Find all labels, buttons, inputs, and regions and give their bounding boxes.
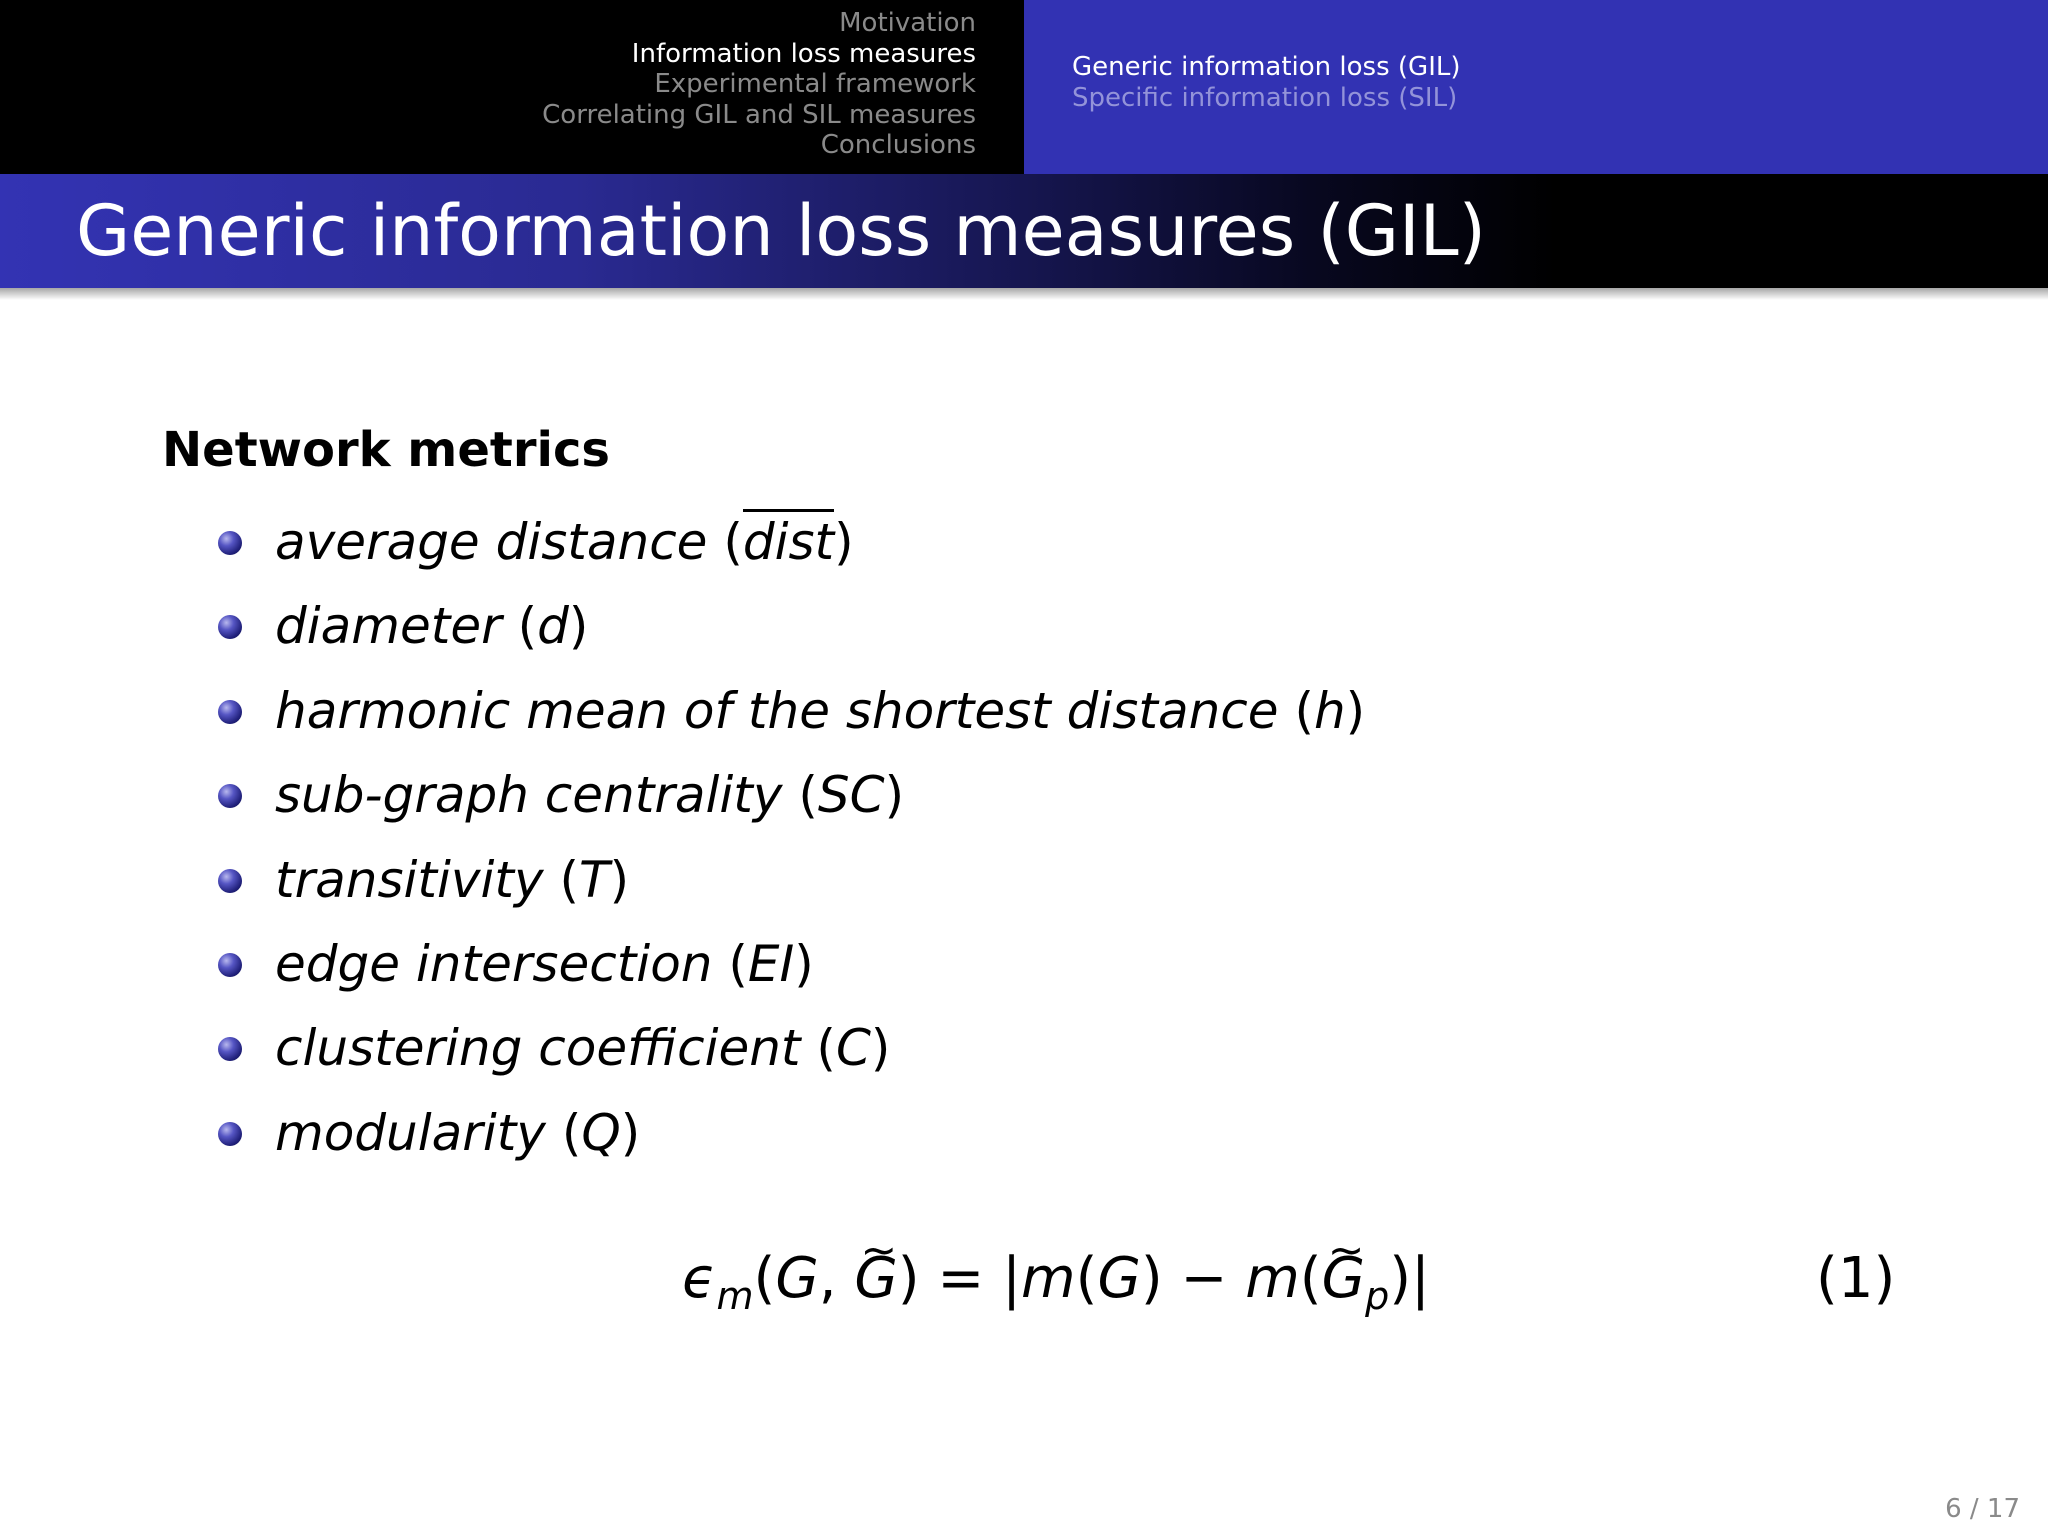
metric-text: transitivity (T) bbox=[275, 850, 630, 909]
metric-name: average distance bbox=[275, 513, 708, 571]
bullet-icon bbox=[218, 953, 242, 977]
metric-symbol: SC bbox=[817, 766, 885, 825]
bullet-icon bbox=[218, 784, 242, 808]
metric-symbol: dist bbox=[743, 509, 834, 571]
perturbed-graph-symbol: ~ G bbox=[854, 1244, 897, 1314]
gil-equation: $\epsilon_m(G$, ~ G) = |m(G) − m(~ $G_p)|$ bbox=[682, 1244, 1430, 1331]
metric-text: modularity (Q) bbox=[275, 1103, 641, 1162]
metric-symbol: C bbox=[835, 1019, 871, 1078]
metric-name: harmonic mean of the shortest distance bbox=[275, 681, 1279, 740]
metric-symbol: EI bbox=[747, 934, 795, 993]
graph-symbol: G bbox=[775, 1246, 819, 1311]
metric-symbol: Q bbox=[581, 1103, 621, 1162]
nav-section-correlating-gil-sil[interactable]: Correlating GIL and SIL measures bbox=[542, 99, 976, 130]
section-navigation bbox=[0, 0, 1024, 174]
equals-sign: = bbox=[937, 1246, 985, 1311]
metric-name: clustering coefficient bbox=[275, 1019, 801, 1078]
nav-subsection-sil[interactable]: Specific information loss (SIL) bbox=[1072, 82, 1458, 113]
equation-number: (1) bbox=[1816, 1246, 1896, 1311]
bullet-icon bbox=[218, 1037, 242, 1061]
block-title: Network metrics bbox=[162, 422, 610, 478]
metric-text: sub-graph centrality (SC) bbox=[275, 766, 905, 825]
title-shadow bbox=[0, 288, 2048, 300]
frame-title-bar bbox=[0, 174, 2048, 288]
nav-section-conclusions[interactable]: Conclusions bbox=[820, 130, 976, 160]
epsilon-subscript: m bbox=[716, 1274, 754, 1319]
nav-section-information-loss-measures[interactable]: Information loss measures bbox=[631, 38, 976, 69]
metric-symbol: d bbox=[537, 597, 569, 656]
bullet-icon bbox=[218, 700, 242, 724]
metric-text: edge intersection (EI) bbox=[275, 934, 814, 993]
metric-text: diameter (d) bbox=[275, 597, 589, 656]
bullet-icon bbox=[218, 615, 242, 639]
metric-name: sub-graph centrality bbox=[275, 766, 783, 825]
bullet-icon bbox=[218, 1122, 242, 1146]
graph-subscript: p bbox=[1365, 1274, 1390, 1319]
metric-text: average distance (dist) bbox=[275, 510, 854, 574]
page-number: 6 / 17 bbox=[1945, 1494, 2020, 1524]
nav-subsection-gil[interactable]: Generic information loss (GIL) bbox=[1072, 52, 1461, 82]
epsilon-symbol: ϵ bbox=[682, 1246, 717, 1311]
metric-symbol: T bbox=[579, 850, 610, 909]
metric-function: m bbox=[1021, 1246, 1076, 1311]
metric-text: clustering coefficient (C) bbox=[275, 1019, 891, 1078]
metric-name: modularity bbox=[275, 1103, 546, 1162]
metric-function: m bbox=[1245, 1246, 1300, 1311]
headline-bar bbox=[0, 0, 2048, 174]
metric-name: edge intersection bbox=[275, 934, 713, 993]
frame-title: Generic information loss measures (GIL) bbox=[76, 190, 1486, 272]
metric-name: diameter bbox=[275, 597, 502, 656]
perturbed-graph-symbol: ~ G bbox=[1322, 1244, 1365, 1314]
subsection-navigation bbox=[1024, 0, 2048, 174]
metric-symbol: h bbox=[1313, 681, 1346, 740]
bullet-icon bbox=[218, 531, 242, 555]
nav-section-experimental-framework[interactable]: Experimental framework bbox=[654, 69, 976, 99]
bullet-icon bbox=[218, 869, 242, 893]
metric-name: transitivity bbox=[275, 850, 544, 909]
graph-symbol: G bbox=[1097, 1246, 1141, 1311]
metric-text: harmonic mean of the shortest distance (h) bbox=[275, 681, 1366, 740]
nav-section-motivation[interactable]: Motivation bbox=[839, 8, 976, 38]
minus-sign: − bbox=[1180, 1246, 1228, 1311]
